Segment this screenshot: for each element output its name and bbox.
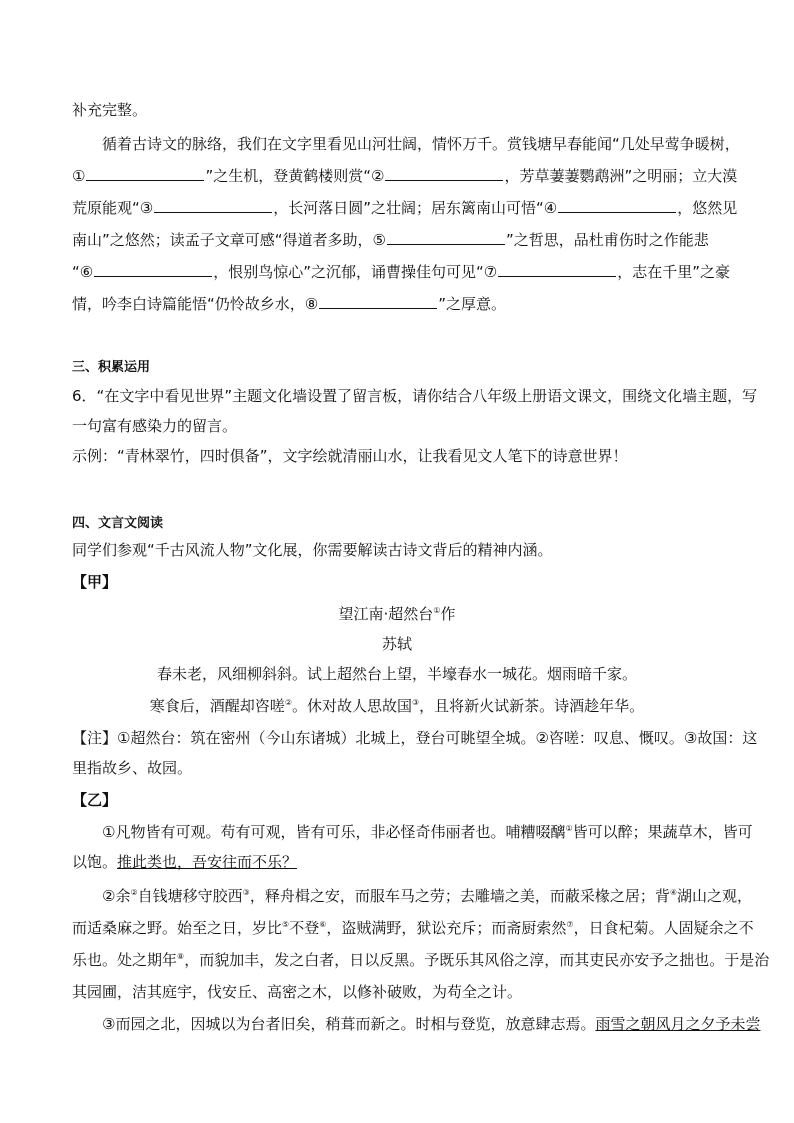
poem-line-1: 春未老，风细柳斜斜。试上超然台上望，半壕春水一城花。烟雨暗千家。	[156, 665, 637, 683]
fill-line-5: “⑥ ，恨别鸟惊心”之沉郁，诵曹操佳句可见“⑦ ，志在千里”之豪	[72, 263, 730, 281]
section4-intro: 同学们参观“千古风流人物”文化展，你需要解读古诗文背后的精神内涵。	[72, 541, 553, 559]
underlined-sentence-1: 推此类也，吾安往而不乐？	[117, 853, 298, 871]
poem-title: 望江南·超然台①作	[338, 605, 456, 623]
intro-tail: 补充完整。	[72, 101, 148, 119]
yi-p2-line-1: ②余②自钱塘移守胶西③，释舟楫之安，而服车马之劳；去雕墙之美，而蔽采椽之居；背④湖山之观，	[102, 887, 753, 905]
yi-p2-line-2: 而适桑麻之野。始至之日，岁比⑤不登⑥，盗贼满野，狱讼充斥；而斋厨索然⑦，日食杞菊。人固疑余之不	[72, 919, 754, 937]
fill-line-4: 南山”之悠然；读孟子文章可感“得道者多助，⑤ ”之哲思，品杜甫伤时之作能悲	[72, 231, 709, 249]
fill-line-2: ① ”之生机，登黄鹤楼则赏“② ，芳草萋萋鹦鹉洲”之明丽；立大漠	[72, 167, 738, 185]
q6-example: 示例：“青林翠竹，四时俱备”，文字绘就清丽山水，让我看见文人笔下的诗意世界！	[72, 447, 628, 465]
fill-line-6: 情，吟李白诗篇能悟“仍怜故乡水，⑧ ”之厚意。	[72, 295, 507, 313]
yi-p3-line-1: ③而园之北，因城以为台者旧矣，稍葺而新之。时相与登览，放意肆志焉。雨雪之朝风月之夕予未尝	[102, 1015, 761, 1033]
answer-blank-6[interactable]	[94, 262, 212, 277]
yi-p2-line-4: 其园圃，洁其庭宇，伐安丘、高密之木，以修补破败，为苟全之计。	[72, 983, 523, 1001]
answer-blank-1[interactable]	[86, 166, 204, 181]
section4-heading: 四、文言文阅读	[72, 516, 164, 531]
poem-author: 苏轼	[381, 635, 412, 653]
label-yi: 【乙】	[72, 791, 118, 809]
yi-p2-line-3: 乐也。处之期年⑧，而貌加丰，发之白者，日以反黑。予既乐其风俗之淳，而其吏民亦安予之拙也。于是治	[72, 951, 770, 969]
underlined-sentence-2: 雨雪之朝风月之夕予未尝	[595, 1015, 761, 1033]
section3-heading: 三、积累运用	[72, 360, 151, 375]
q6-line-2: 一句富有感染力的留言。	[72, 417, 238, 435]
fill-line-3: 荒原能观“③ ，长河落日圆”之壮阔；居东篱南山可悟“④ ，悠然见	[72, 199, 738, 217]
label-jia: 【甲】	[72, 573, 118, 591]
fill-line-1: 循着古诗文的脉络，我们在文字里看见山河壮阔，情怀万千。赏钱塘早春能闻“几处早莺争暖树，	[102, 135, 740, 153]
poem-line-2: 寒食后，酒醒却咨嗟②。休对故人思故国③，且将新火试新茶。诗酒趁年华。	[149, 697, 645, 715]
yi-p1-line-2: 以饱。推此类也，吾安往而不乐？	[72, 853, 298, 871]
q6-line-1: 6．“在文字中看见世界”主题文化墙设置了留言板，请你结合八年级上册语文课文，围绕文化墙主题，写	[72, 387, 758, 405]
answer-blank-5[interactable]	[387, 230, 505, 245]
answer-blank-4[interactable]	[558, 198, 676, 213]
answer-blank-2[interactable]	[385, 166, 503, 181]
answer-blank-3[interactable]	[154, 198, 272, 213]
note-line-2: 里指故乡、故园。	[72, 759, 193, 777]
answer-blank-7[interactable]	[498, 262, 616, 277]
note-line-1: 【注】①超然台：筑在密州（今山东诸城）北城上，登台可眺望全城。②咨嗟：叹息、慨叹。③故国：这	[72, 729, 758, 747]
yi-p1-line-1: ①凡物皆有可观。苟有可观，皆有可乐，非必怪奇伟丽者也。哺糟啜醨①皆可以醉；果蔬草木，皆可	[102, 823, 753, 841]
answer-blank-8[interactable]	[319, 294, 437, 309]
